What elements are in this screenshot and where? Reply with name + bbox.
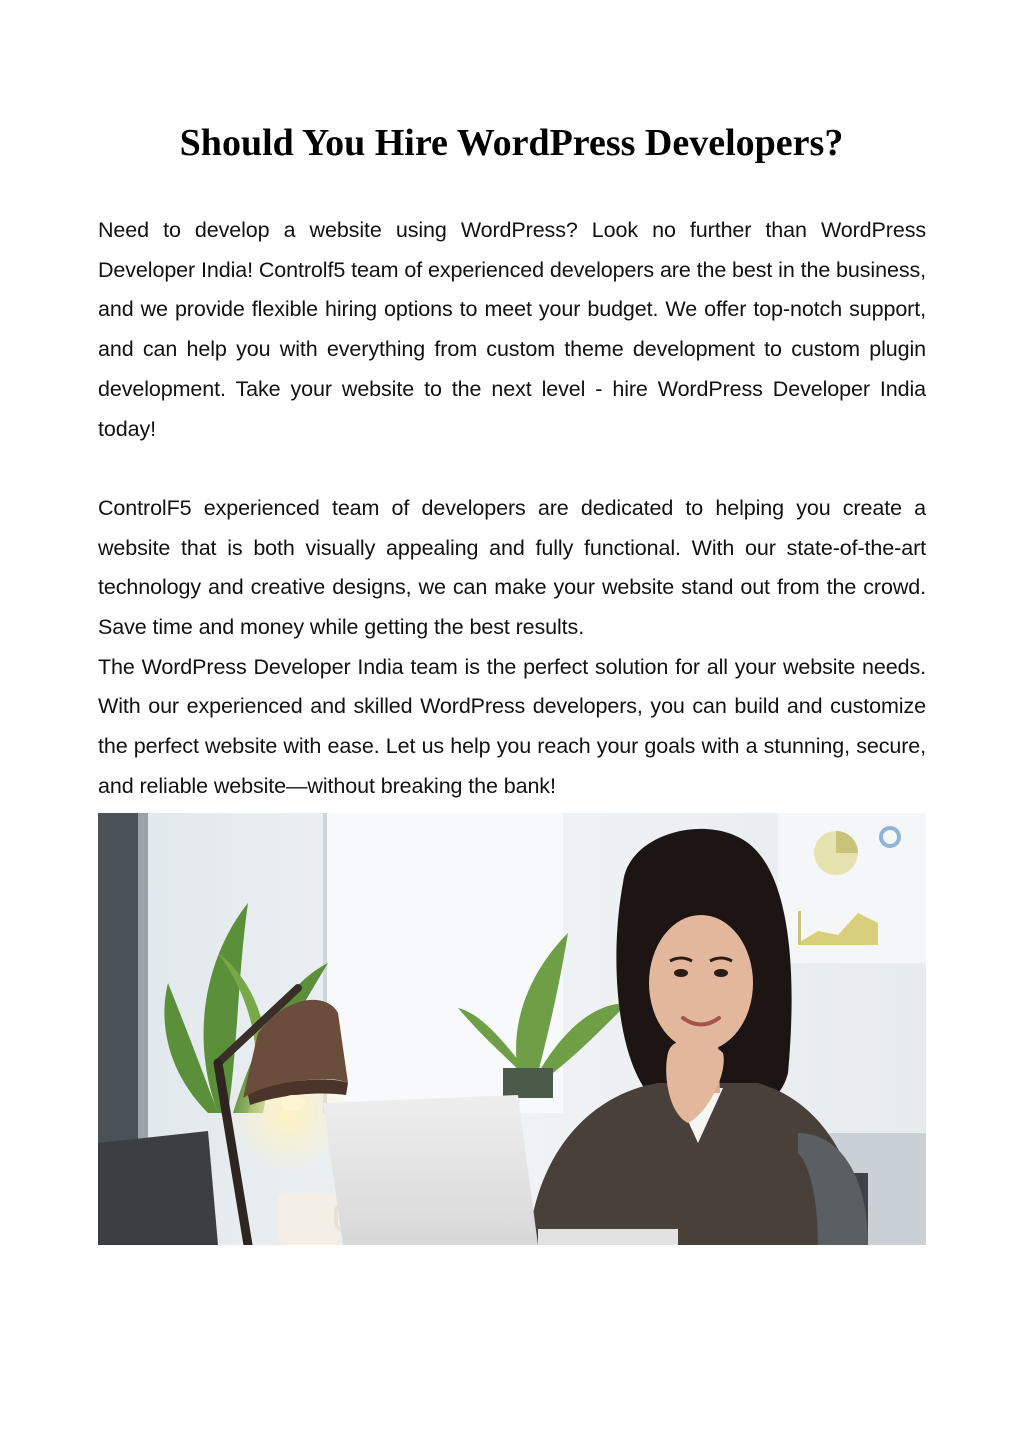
paragraph-intro: Need to develop a website using WordPress? Look no further than WordPress Developer India! Controlf5 team of experienced developers are the best in the business, and we provide flexible hiring options to meet your budget. We offer top-notch support, and can help you with everything from custom theme development to custom plugin development. Take your website to the next level - hire WordPress Developer India today! [98,218,926,441]
paragraph-solution: The WordPress Developer India team is the perfect solution for all your website needs. With our experienced and skilled WordPress developers, you can build and customize the perfect website with ease. Let us help you reach your goals with a stunning, secure, and reliable website—without breaking the bank! [98,654,926,798]
paragraph-team: ControlF5 experienced team of developers are dedicated to helping you create a website that is both visually appealing and fully functional. With our state-of-the-art technology and creative designs, we can make your website stand out from the crowd. Save time and money while getting the best results. [98,495,926,640]
office-photo [98,813,926,1245]
article-body [98,211,926,807]
page-title: Should You Hire WordPress Developers? [179,122,844,164]
